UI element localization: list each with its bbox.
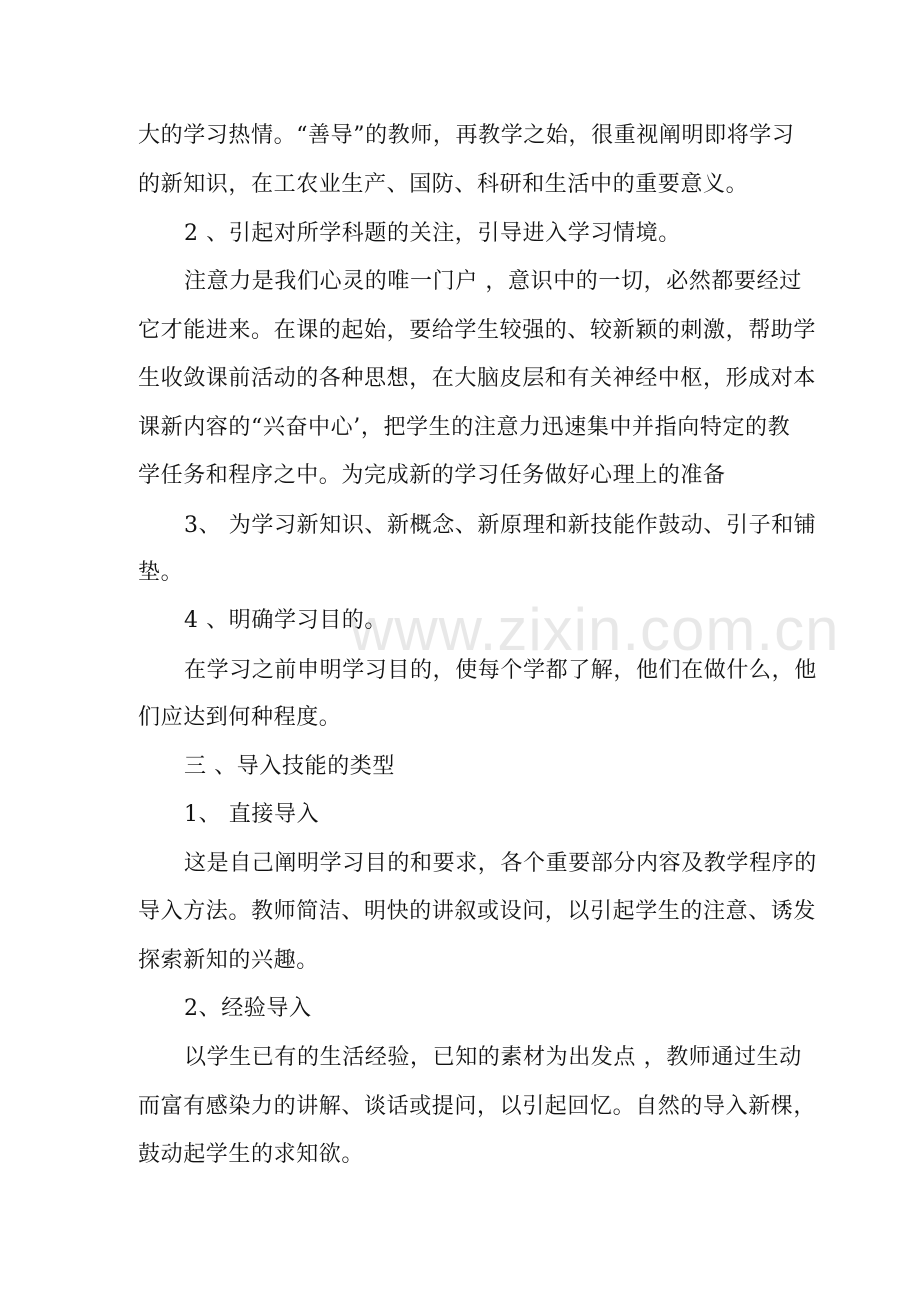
text-line: 4 、明确学习目的。 [184,608,387,633]
text-line: 们应达到何种程度。 [138,705,342,730]
subsection-heading: 2、经验导入 [184,996,312,1021]
text-line: 的新知识，在工农业生产、国防、科研和生活中的重要意义。 [138,172,749,197]
text-line: 鼓动起学生的求知欲。 [138,1142,365,1167]
text-line: 探索新知的兴趣。 [138,948,319,973]
text-line: 2 、引起对所学科题的关注，引导进入学习情境。 [184,221,681,246]
text-line: 大的学习热情。“善导”的教师，再教学之始，很重视阐明即将学习 [138,123,795,148]
text-line: 生收敛课前活动的各种思想，在大脑皮层和有关神经中枢，形成对本 [138,366,817,391]
text-line: 课新内容的“兴奋中心’，把学生的注意力迅速集中并指向特定的教 [138,415,791,440]
subsection-heading: 1、 直接导入 [184,802,320,827]
text-line: 垫。 [138,560,184,585]
text-line: 学任务和程序之中。为完成新的学习任务做好心理上的准备 [138,463,726,488]
text-line: 导入方法。教师简洁、明快的讲叙或设问，以引起学生的注意、诱发 [138,899,817,924]
text-line: 3、 为学习新知识、新概念、新原理和新技能作鼓动、引子和铺 [184,513,817,538]
text-line: 这是自己阐明学习目的和要求，各个重要部分内容及教学程序的 [184,851,817,876]
text-line: 以学生已有的生活经验，已知的素材为出发点 ，教师通过生动 [184,1045,802,1070]
section-heading: 三 、导入技能的类型 [184,754,395,779]
text-line: 在学习之前申明学习目的，使每个学都了解，他们在做什么，他 [184,658,817,683]
text-line: 它才能进来。在课的起始，要给学生较强的、较新颖的刺激，帮助学 [138,318,817,343]
watermark: www.zixin.com.cn [350,596,840,663]
text-line: 注意力是我们心灵的唯一门户 ，意识中的一切，必然都要经过 [184,269,802,294]
text-line: 而富有感染力的讲解、谈话或提问，以引起回忆。自然的导入新棵， [138,1094,817,1119]
